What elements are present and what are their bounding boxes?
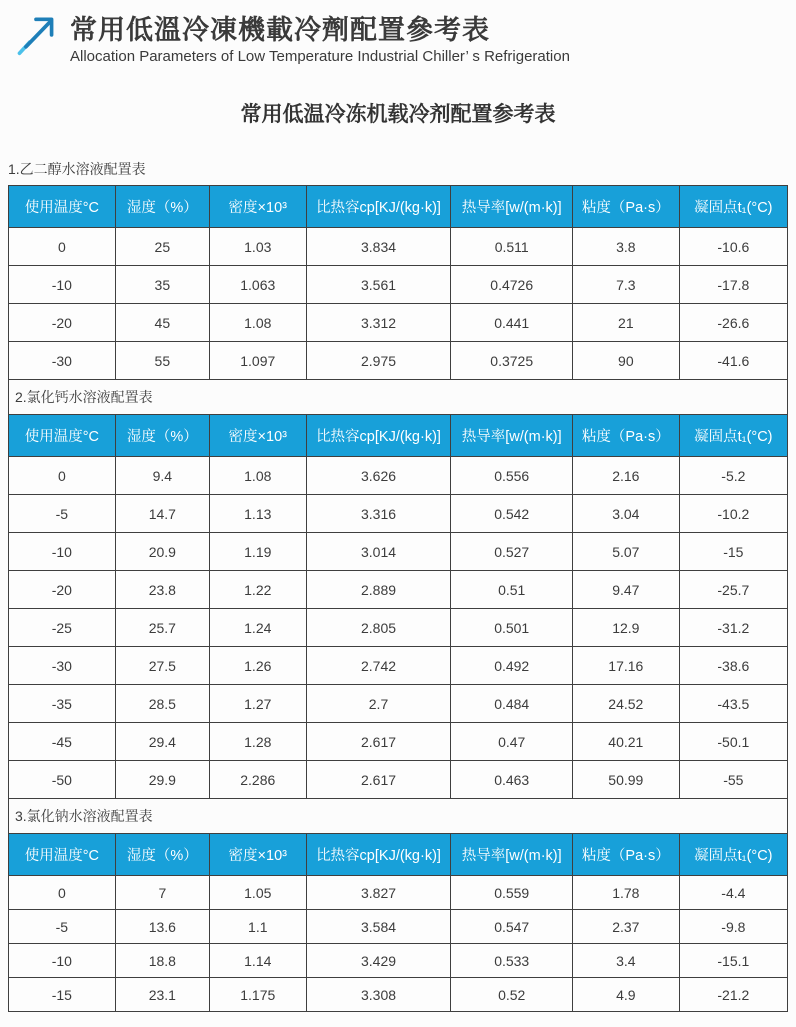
table-cell: 17.16 (572, 647, 679, 685)
table-cell: 29.4 (115, 723, 209, 761)
page-title: 常用低温冷冻机载冷剂配置参考表 (240, 103, 556, 126)
section-label-3: 3.氯化钠水溶液配置表 (9, 799, 788, 834)
table-cell: 1.27 (209, 685, 306, 723)
table-row (9, 761, 788, 799)
table-cell: 9.4 (115, 457, 209, 495)
table-cell: 3.312 (306, 304, 451, 342)
table-cell: 3.8 (572, 228, 679, 266)
table-row (9, 978, 788, 1012)
table-cell: 4.9 (572, 978, 679, 1012)
table-cell: -25.7 (679, 571, 787, 609)
table-cell: 1.14 (209, 944, 306, 978)
table-cell: 23.1 (115, 978, 209, 1012)
table-header-row (9, 415, 788, 457)
table-cell: 1.22 (209, 571, 306, 609)
table-cell: -50.1 (679, 723, 787, 761)
table-cell: -26.6 (679, 304, 787, 342)
table-cell: 0.501 (451, 609, 573, 647)
table-row (9, 876, 788, 910)
column-header: 密度×10³ (209, 186, 306, 228)
table-cell: 0.533 (451, 944, 573, 978)
table-row (9, 533, 788, 571)
table-cell: 90 (572, 342, 679, 380)
table-cell: 24.52 (572, 685, 679, 723)
section-label-1: 1.乙二醇水溶液配置表 (8, 161, 146, 177)
column-header: 热导率[w/(m·k)] (451, 834, 573, 876)
table-cell: -10 (9, 266, 116, 304)
table-cell: -38.6 (679, 647, 787, 685)
table-row (9, 647, 788, 685)
table-cell: 0.3725 (451, 342, 573, 380)
table-cell: 3.429 (306, 944, 451, 978)
table-cell: 0.484 (451, 685, 573, 723)
table-cell: 1.13 (209, 495, 306, 533)
table-cell: 0.556 (451, 457, 573, 495)
column-header: 使用温度°C (9, 186, 116, 228)
column-header: 使用温度°C (9, 834, 116, 876)
table-cell: 3.827 (306, 876, 451, 910)
table-cell: 2.7 (306, 685, 451, 723)
table-cell: 1.05 (209, 876, 306, 910)
table-cell: 13.6 (115, 910, 209, 944)
table-cell: 3.308 (306, 978, 451, 1012)
column-header: 比热容cp[KJ/(kg·k)] (306, 415, 451, 457)
table-cell: -30 (9, 342, 116, 380)
table-cell: 1.175 (209, 978, 306, 1012)
table-cell: -15 (679, 533, 787, 571)
banner-title: 常用低溫冷凍機載冷劑配置參考表 (70, 15, 490, 45)
table-row (9, 609, 788, 647)
table-row (9, 304, 788, 342)
table-cell: 7 (115, 876, 209, 910)
column-header: 密度×10³ (209, 415, 306, 457)
table-cell: -4.4 (679, 876, 787, 910)
table-row (9, 228, 788, 266)
table-cell: 2.975 (306, 342, 451, 380)
table-cell: 2.37 (572, 910, 679, 944)
table-cell: 20.9 (115, 533, 209, 571)
table-cell: 2.16 (572, 457, 679, 495)
table-cell: 1.28 (209, 723, 306, 761)
table-cell: -30 (9, 647, 116, 685)
table-cell: 3.316 (306, 495, 451, 533)
table-row (9, 266, 788, 304)
table-cell: 9.47 (572, 571, 679, 609)
table-cell: 0.542 (451, 495, 573, 533)
table-cell: -10 (9, 533, 116, 571)
table-cell: 1.08 (209, 457, 306, 495)
table-cell: 27.5 (115, 647, 209, 685)
table-cell: -10.6 (679, 228, 787, 266)
table-cell: 2.889 (306, 571, 451, 609)
table-cell: -5 (9, 495, 116, 533)
column-header: 湿度（%） (115, 834, 209, 876)
table-cell: -9.8 (679, 910, 787, 944)
table-cell: 29.9 (115, 761, 209, 799)
table-cell: 3.014 (306, 533, 451, 571)
refrigerant-tables (8, 185, 788, 1012)
section-label-row (9, 380, 788, 415)
column-header: 粘度（Pa·s） (572, 834, 679, 876)
table-cell: 40.21 (572, 723, 679, 761)
table-cell: 0 (9, 228, 116, 266)
table-cell: 3.584 (306, 910, 451, 944)
document-page (0, 98, 796, 1012)
table-cell: -41.6 (679, 342, 787, 380)
table-cell: 1.097 (209, 342, 306, 380)
table-cell: -17.8 (679, 266, 787, 304)
table-cell: -21.2 (679, 978, 787, 1012)
table-cell: -20 (9, 304, 116, 342)
table-header-row (9, 186, 788, 228)
table-cell: 3.834 (306, 228, 451, 266)
column-header: 凝固点t₁(°C) (679, 186, 787, 228)
table-cell: 0 (9, 457, 116, 495)
table-row (9, 723, 788, 761)
table-cell: 7.3 (572, 266, 679, 304)
table-cell: 0.441 (451, 304, 573, 342)
table-cell: 1.03 (209, 228, 306, 266)
table-cell: 2.742 (306, 647, 451, 685)
banner (0, 0, 796, 65)
table-cell: 2.617 (306, 723, 451, 761)
table-cell: -5 (9, 910, 116, 944)
column-header: 湿度（%） (115, 415, 209, 457)
table-cell: 0.463 (451, 761, 573, 799)
section-label-2: 2.氯化钙水溶液配置表 (9, 380, 788, 415)
table-cell: -20 (9, 571, 116, 609)
table-cell: 0.511 (451, 228, 573, 266)
table-cell: 18.8 (115, 944, 209, 978)
table-cell: -10.2 (679, 495, 787, 533)
table-cell: 0 (9, 876, 116, 910)
table-cell: 1.19 (209, 533, 306, 571)
table-cell: 12.9 (572, 609, 679, 647)
table-cell: 1.26 (209, 647, 306, 685)
table-cell: 1.063 (209, 266, 306, 304)
banner-text (70, 8, 570, 65)
table-cell: 21 (572, 304, 679, 342)
table-cell: -15.1 (679, 944, 787, 978)
table-cell: 1.78 (572, 876, 679, 910)
column-header: 比热容cp[KJ/(kg·k)] (306, 186, 451, 228)
table-cell: 1.1 (209, 910, 306, 944)
table-cell: -45 (9, 723, 116, 761)
table-row (9, 495, 788, 533)
table-cell: 1.24 (209, 609, 306, 647)
table-cell: 0.4726 (451, 266, 573, 304)
table-cell: 3.04 (572, 495, 679, 533)
table-row (9, 944, 788, 978)
table-cell: 25.7 (115, 609, 209, 647)
table-cell: -5.2 (679, 457, 787, 495)
table-cell: 45 (115, 304, 209, 342)
column-header: 热导率[w/(m·k)] (451, 415, 573, 457)
refrigerant-table-body (9, 186, 788, 1012)
table-cell: -31.2 (679, 609, 787, 647)
banner-subtitle: Allocation Parameters of Low Temperature Industrial Chiller’ s Refrigeration (70, 48, 570, 65)
table-cell: -15 (9, 978, 116, 1012)
table-cell: -43.5 (679, 685, 787, 723)
table-row (9, 342, 788, 380)
column-header: 凝固点t₁(°C) (679, 834, 787, 876)
table-cell: 55 (115, 342, 209, 380)
table-cell: 0.547 (451, 910, 573, 944)
table-cell: -50 (9, 761, 116, 799)
table-row (9, 910, 788, 944)
column-header: 凝固点t₁(°C) (679, 415, 787, 457)
table-cell: -55 (679, 761, 787, 799)
table-cell: 25 (115, 228, 209, 266)
table-header-row (9, 834, 788, 876)
table-cell: 50.99 (572, 761, 679, 799)
table-cell: 5.07 (572, 533, 679, 571)
column-header: 使用温度°C (9, 415, 116, 457)
table-row (9, 685, 788, 723)
table-cell: 0.51 (451, 571, 573, 609)
table-cell: 0.52 (451, 978, 573, 1012)
column-header: 湿度（%） (115, 186, 209, 228)
column-header: 比热容cp[KJ/(kg·k)] (306, 834, 451, 876)
table-cell: 2.617 (306, 761, 451, 799)
table-cell: 0.559 (451, 876, 573, 910)
table-cell: 3.4 (572, 944, 679, 978)
column-header: 热导率[w/(m·k)] (451, 186, 573, 228)
table-cell: -10 (9, 944, 116, 978)
column-header: 粘度（Pa·s） (572, 415, 679, 457)
table-cell: 2.286 (209, 761, 306, 799)
table-cell: 28.5 (115, 685, 209, 723)
table-cell: 1.08 (209, 304, 306, 342)
section-label-row (9, 799, 788, 834)
table-cell: 0.527 (451, 533, 573, 571)
table-cell: 23.8 (115, 571, 209, 609)
table-cell: 2.805 (306, 609, 451, 647)
table-cell: -35 (9, 685, 116, 723)
table-cell: 35 (115, 266, 209, 304)
column-header: 密度×10³ (209, 834, 306, 876)
column-header: 粘度（Pa·s） (572, 186, 679, 228)
table-cell: 3.561 (306, 266, 451, 304)
arrow-up-right-icon (14, 10, 58, 63)
table-cell: 0.47 (451, 723, 573, 761)
table-cell: 0.492 (451, 647, 573, 685)
table-cell: 14.7 (115, 495, 209, 533)
table-row (9, 457, 788, 495)
table-cell: 3.626 (306, 457, 451, 495)
table-cell: -25 (9, 609, 116, 647)
table-row (9, 571, 788, 609)
